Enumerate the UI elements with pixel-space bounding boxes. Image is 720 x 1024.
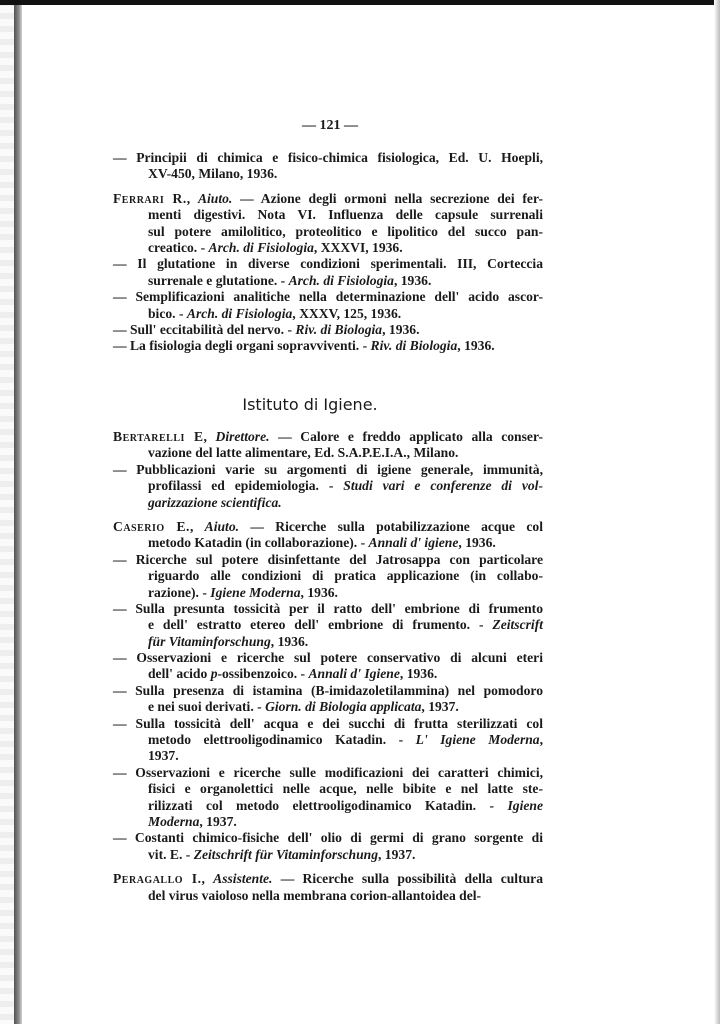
- entry-text: , 1937.: [378, 846, 416, 862]
- entry-text: — Semplificazioni analitiche nella determinazione dell' acido ascor-: [113, 289, 543, 305]
- entry-text: — Ricerche sul potere disinfettante del Jatrosappa con particolare: [113, 551, 543, 567]
- italic-text: Annali d' Igiene: [308, 666, 400, 682]
- entry-text: razione). -: [148, 584, 211, 600]
- bibliography-entry: [113, 519, 543, 552]
- entry-text: , 1936.: [458, 535, 496, 551]
- entry-line: [113, 306, 543, 322]
- entry-line: [113, 322, 543, 338]
- entry-line: [113, 765, 543, 781]
- entry-line: [113, 716, 543, 732]
- entry-line: [113, 445, 543, 461]
- entry-text: , 1936.: [382, 321, 420, 337]
- italic-text: Annali d' igiene: [368, 535, 459, 551]
- entry-line: [113, 535, 543, 551]
- entry-line: [113, 478, 543, 494]
- entry-text: metodo Katadin (in collaborazione). -: [148, 535, 369, 551]
- entry-line: [113, 289, 543, 305]
- entry-text: — Ricerche sulla possibilità della cultura: [272, 871, 544, 887]
- entry-line: [113, 585, 543, 601]
- entry-text: ,: [201, 871, 214, 887]
- entry-line: [113, 683, 543, 699]
- entry-text: del virus vaioloso nella membrana corion-allantoidea del-: [148, 887, 482, 903]
- italic-text: Arch. di Fisiologia: [186, 305, 293, 321]
- bibliography-entry: [113, 650, 543, 683]
- bibliography-block-physiology: [113, 150, 543, 355]
- italic-text: für Vitaminforschung: [148, 633, 271, 649]
- bibliography-entry: [113, 338, 543, 354]
- entry-text: , 1937.: [421, 699, 459, 715]
- entry-line: [113, 650, 543, 666]
- entry-line: [113, 601, 543, 617]
- entry-line: [113, 888, 543, 904]
- entry-text: e nei suoi derivati. -: [148, 699, 266, 715]
- bibliography-block-igiene: [113, 429, 543, 904]
- entry-text: — Osservazioni e ricerche sul potere conservativo di alcuni eteri: [113, 650, 543, 666]
- author-name: Bertarelli E: [113, 429, 204, 444]
- entry-line: [113, 338, 543, 354]
- italic-text: Studi vari e conferenze di vol-: [343, 478, 543, 494]
- entry-text: , 1936.: [393, 272, 432, 288]
- bibliography-entry: [113, 191, 543, 257]
- italic-text: Arch. di Fisiologia: [288, 272, 394, 288]
- bibliography-entry: [113, 150, 543, 183]
- entry-line: [113, 748, 543, 764]
- bibliography-entry: [113, 716, 543, 765]
- entry-text: 1937.: [148, 748, 179, 764]
- entry-line: [113, 847, 543, 863]
- entry-line: [113, 166, 543, 182]
- entry-text: , 1936.: [270, 633, 309, 649]
- entry-text: , 1937.: [199, 813, 237, 829]
- bibliography-entry: [113, 683, 543, 716]
- entry-line: [113, 798, 543, 814]
- entry-text: vazione del latte alimentare, Ed. S.A.P.E.I.A., Milano.: [148, 445, 459, 461]
- italic-text: Direttore.: [215, 429, 270, 444]
- italic-text: Aiuto.: [204, 518, 240, 534]
- italic-text: Assistente.: [213, 871, 273, 887]
- italic-text: Aiuto.: [197, 190, 233, 206]
- entry-line: [113, 462, 543, 478]
- entry-line: [113, 207, 543, 223]
- bibliography-entry: [113, 256, 543, 289]
- italic-text: Riv. di Biologia: [295, 321, 383, 337]
- italic-text: Moderna: [148, 813, 200, 829]
- entry-line: [113, 552, 543, 568]
- italic-text: Riv. di Biologia: [370, 338, 458, 354]
- entry-text: — Principii di chimica e fisico-chimica fisiologica, Ed. U. Hoepli,: [113, 150, 543, 165]
- entry-line: [113, 830, 543, 846]
- entry-text: e dell' estratto etereo dell' embrione di frumento. -: [148, 617, 493, 633]
- entry-text: , 1936.: [457, 338, 495, 354]
- author-name: Caserio E.: [113, 518, 190, 534]
- italic-text: garizzazione scientifica.: [148, 494, 282, 510]
- italic-text: Igiene Moderna: [210, 584, 301, 600]
- entry-text: , XXXV, 125, 1936.: [292, 305, 402, 321]
- entry-text: — Pubblicazioni varie su argomenti di igiene generale, immunità,: [113, 461, 543, 477]
- bibliography-entry: [113, 871, 543, 904]
- entry-text: menti digestivi. Nota VI. Influenza delle capsule surrenali: [148, 207, 543, 223]
- entry-text: bico. -: [148, 305, 187, 321]
- page-number: — 121 —: [302, 118, 358, 133]
- scan-top-edge: [0, 0, 720, 5]
- entry-line: [113, 634, 543, 650]
- entry-text: riguardo alle condizioni di pratica applicazione (in collabo-: [148, 568, 543, 584]
- entry-text: fisici e organolettici nelle acque, nelle bibite e nel latte ste-: [148, 781, 543, 797]
- entry-text: — Azione degli ormoni nella secrezione dei fer-: [232, 190, 544, 206]
- italic-text: L' Igiene Moderna: [415, 732, 540, 748]
- entry-line: [113, 666, 543, 682]
- entry-line: [113, 814, 543, 830]
- entry-text: ,: [186, 190, 198, 206]
- entry-text: — Costanti chimico-fisiche dell' olio di germi di grano sorgente di: [113, 830, 543, 846]
- entry-text: profilassi ed epidemiologia. -: [148, 478, 344, 494]
- entry-text: — Sulla presenza di istamina (B-imidazoletilammina) nel pomodoro: [113, 682, 543, 698]
- entry-text: — Sull' eccitabilità del nervo. -: [113, 321, 296, 337]
- scan-left-margin: [0, 0, 14, 1024]
- entry-line: [113, 781, 543, 797]
- bibliography-entry: [113, 765, 543, 831]
- entry-text: creatico. -: [148, 239, 209, 255]
- bibliography-entry: [113, 289, 543, 322]
- entry-text: sul potere amilolitico, proteolitico e lipolitico del succo pan-: [148, 223, 543, 239]
- entry-text: XV-450, Milano, 1936.: [148, 166, 278, 182]
- entry-text: , 1936.: [399, 666, 438, 682]
- entry-line: [113, 224, 543, 240]
- entry-text: dell' acido: [148, 666, 211, 682]
- bibliography-entry: [113, 429, 543, 462]
- section-heading: Istituto di Igiene.: [242, 395, 378, 414]
- entry-line: [113, 191, 543, 207]
- entry-line: [113, 240, 543, 256]
- entry-line: [113, 519, 543, 535]
- italic-text: Zeitscrift: [492, 617, 543, 633]
- entry-text: -ossibenzoico. -: [217, 666, 309, 682]
- entry-line: [113, 617, 543, 633]
- entry-text: — Il glutatione in diverse condizioni sperimentali. III, Corteccia: [113, 256, 543, 272]
- bibliography-entry: [113, 462, 543, 511]
- entry-text: ,: [203, 429, 216, 444]
- entry-text: — Calore e freddo applicato alla conser-: [269, 429, 544, 444]
- entry-text: metodo elettrooligodinamico Katadin. -: [148, 732, 416, 748]
- italic-text: Giorn. di Biologia applicata: [265, 699, 422, 715]
- entry-text: ,: [189, 518, 205, 534]
- author-name: Ferrari R.: [113, 190, 187, 206]
- italic-text: p: [210, 666, 218, 682]
- entry-line: [113, 699, 543, 715]
- entry-line: [113, 256, 543, 272]
- scan-binding-edge: [14, 0, 22, 1024]
- italic-text: Igiene: [507, 797, 543, 813]
- entry-text: vit. E. -: [148, 846, 194, 862]
- bibliography-entry: [113, 601, 543, 650]
- entry-text: — La fisiologia degli organi sopravviventi. -: [113, 338, 371, 354]
- italic-text: Arch. di Fisiologia: [208, 239, 314, 255]
- entry-line: [113, 273, 543, 289]
- italic-text: Zeitschrift für Vitaminforschung: [193, 846, 378, 862]
- author-name: Peragallo I.: [113, 871, 202, 887]
- entry-line: [113, 871, 543, 887]
- entry-text: ,: [539, 732, 543, 748]
- entry-line: [113, 150, 543, 166]
- bibliography-entry: [113, 322, 543, 338]
- entry-line: [113, 429, 543, 445]
- entry-text: , 1936.: [300, 584, 338, 600]
- entry-text: — Osservazioni e ricerche sulle modificazioni dei caratteri chimici,: [113, 764, 543, 780]
- entry-text: — Ricerche sulla potabilizzazione acque col: [239, 518, 543, 534]
- scan-right-edge: [714, 0, 720, 1024]
- entry-text: rilizzati col metodo elettrooligodinamico Katadin. -: [148, 797, 508, 813]
- entry-line: [113, 732, 543, 748]
- bibliography-entry: [113, 830, 543, 863]
- entry-line: [113, 495, 543, 511]
- entry-text: surrenale e glutatione. -: [148, 272, 289, 288]
- entry-line: [113, 568, 543, 584]
- entry-text: — Sulla presunta tossicità per il ratto dell' embrione di frumento: [113, 600, 543, 616]
- bibliography-entry: [113, 552, 543, 601]
- entry-text: , XXXVI, 1936.: [313, 239, 403, 255]
- entry-text: — Sulla tossicità dell' acqua e dei succhi di frutta sterilizzati col: [113, 715, 543, 731]
